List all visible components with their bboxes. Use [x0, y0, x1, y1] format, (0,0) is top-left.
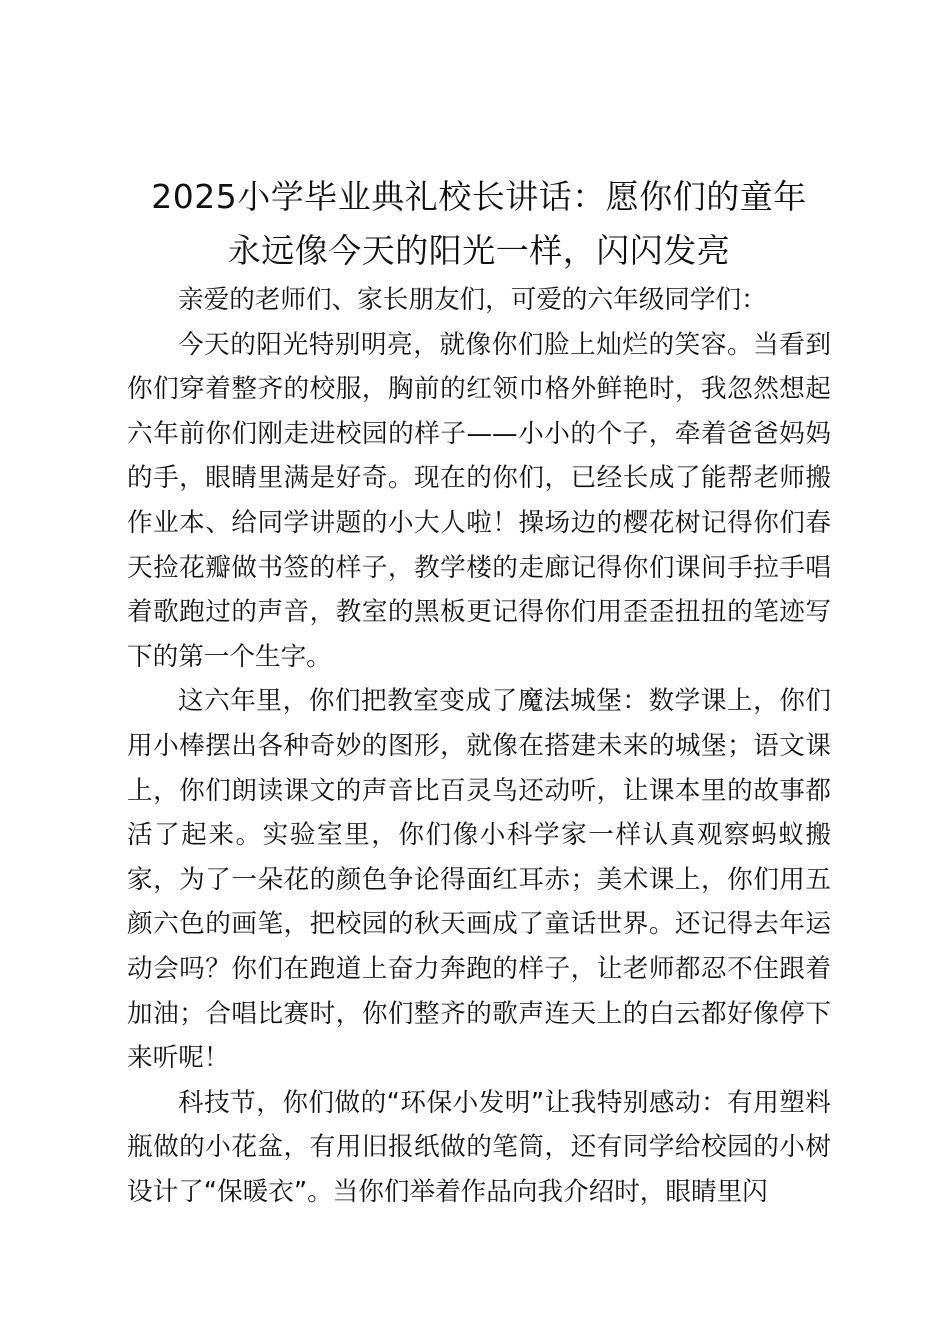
document-title	[127, 170, 831, 278]
salutation-paragraph: 亲爱的老师们、家长朋友们，可爱的六年级同学们：	[178, 285, 767, 315]
body-paragraph: 这六年里，你们把教室变成了魔法城堡：数学课上，你们用小棒摆出各种奇妙的图形，就像在搭建未来的城堡；语文课上，你们朗读课文的声音比百灵鸟还动听，让课本里的故事都活了起来。实验室里，你们像小科学家一样认真观察蚂蚁搬家，为了一朵花的颜色争论得面红耳赤；美术课上，你们用五颜六色的画笔，把校园的秋天画成了童话世界。还记得去年运动会吗？你们在跑道上奋力奔跑的样子，让老师都忍不住跟着加油；合唱比赛时，你们整齐的歌声连天上的白云都好像停下来听呢！	[127, 686, 831, 1074]
body-paragraph: 科技节，你们做的“环保小发明”让我特别感动：有用塑料瓶做的小花盆，有用旧报纸做的笔筒，还有同学给校园的小树设计了“保暖衣”。当你们举着作品向我介绍时，眼睛里闪	[127, 1087, 831, 1207]
body-paragraph: 今天的阳光特别明亮，就像你们脸上灿烂的笑容。当看到你们穿着整齐的校服，胸前的红领巾格外鲜艳时，我忽然想起六年前你们刚走进校园的样子——小小的个子，牵着爸爸妈妈的手，眼睛里满是好奇。现在的你们，已经长成了能帮老师搬作业本、给同学讲题的小大人啦！操场边的樱花树记得你们春天捡花瓣做书签的样子，教学楼的走廊记得你们课间手拉手唱着歌跑过的声音，教室的黑板更记得你们用歪歪扭扭的笔迹写下的第一个生字。	[127, 329, 831, 672]
document-body	[127, 278, 831, 1214]
title-line-1: 2025小学毕业典礼校长讲话：愿你们的童年	[151, 177, 807, 216]
title-line-2: 永远像今天的阳光一样，闪闪发亮	[227, 231, 731, 270]
document-page	[127, 170, 831, 1214]
